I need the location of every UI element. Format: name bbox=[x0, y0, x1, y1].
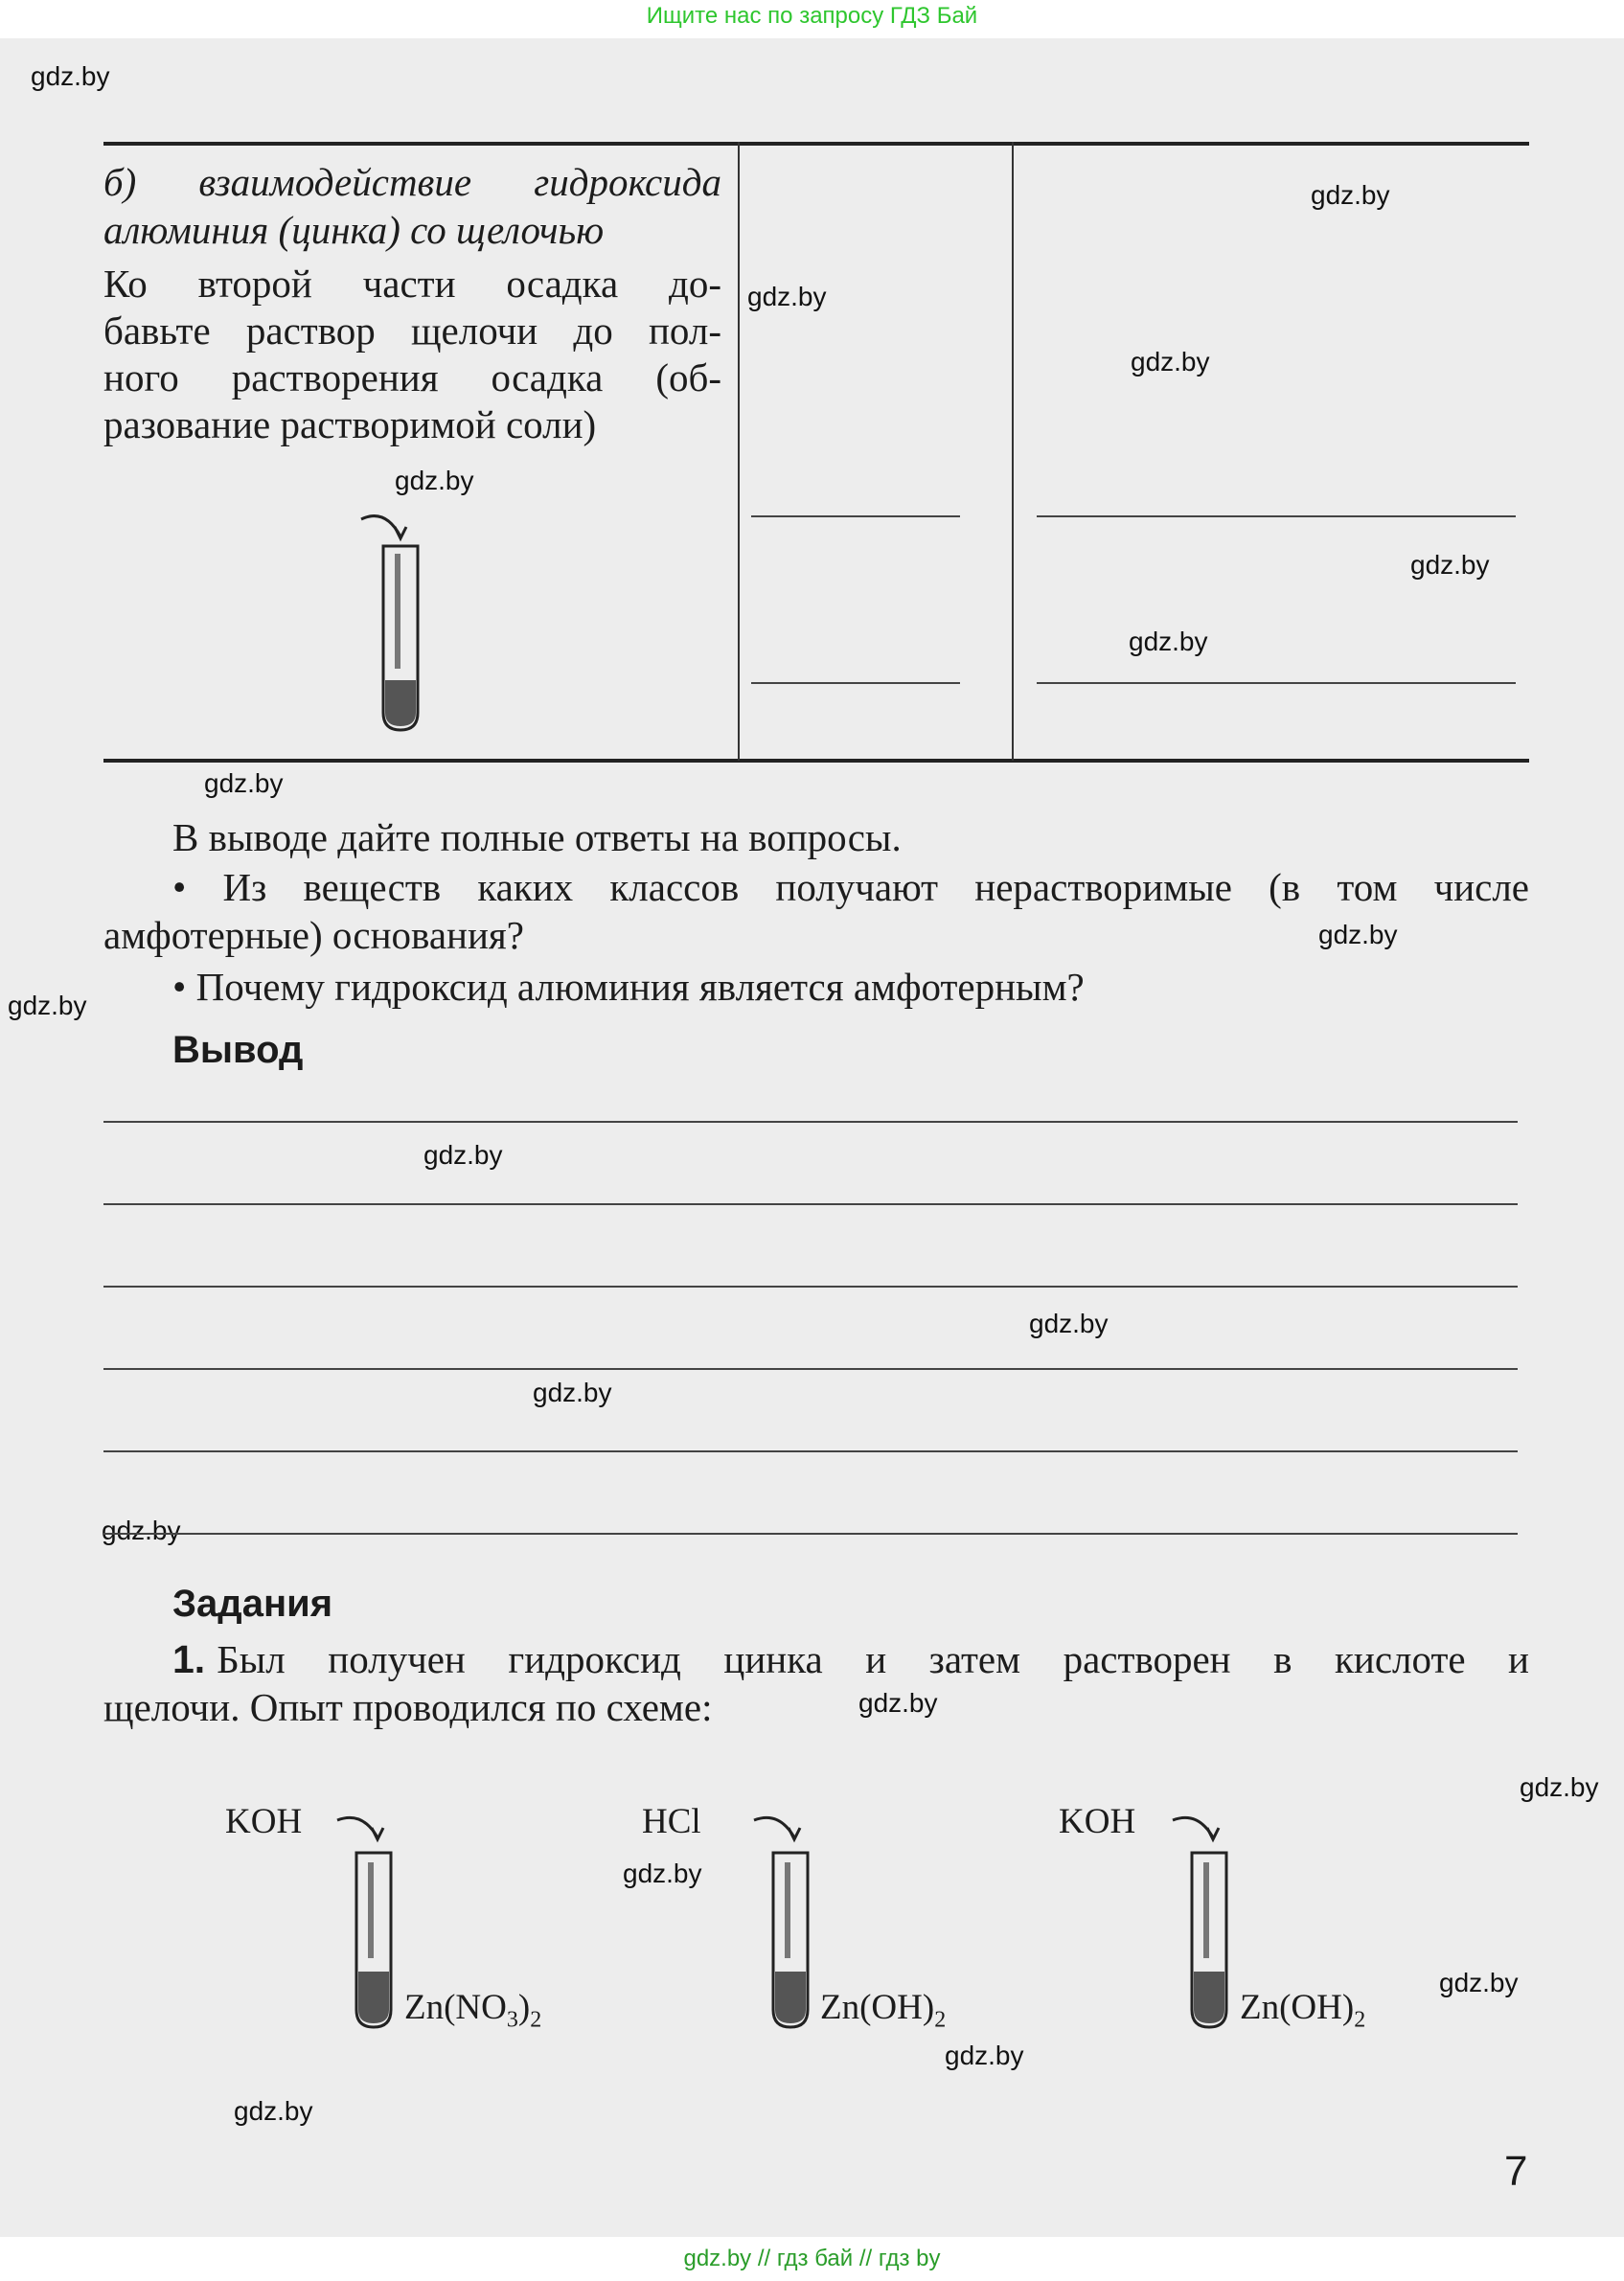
tube-contents: $Zn(OH)_2$ bbox=[820, 1988, 947, 2033]
test-tube-icon bbox=[1171, 1811, 1247, 2037]
conclusion-heading: Вывод bbox=[172, 1029, 304, 1071]
answer-line bbox=[1037, 515, 1516, 517]
page-number: 7 bbox=[1504, 2148, 1528, 2195]
answer-line bbox=[751, 682, 960, 684]
experiment-title-cont: алюминия (цинка) со щелочью bbox=[103, 208, 605, 252]
experiment-instruction: бавьте раствор щелочи до пол- bbox=[103, 308, 721, 353]
table-column-divider bbox=[738, 142, 740, 761]
watermark: gdz.by bbox=[1318, 920, 1398, 949]
question-1: • Из веществ каких классов получают нерастворимые (в том числе bbox=[172, 865, 1529, 909]
answer-line bbox=[751, 515, 960, 517]
experiment-title: б) взаимодействие гидроксида bbox=[103, 160, 721, 204]
watermark: gdz.by bbox=[8, 991, 87, 1020]
watermark: gdz.by bbox=[395, 466, 474, 495]
watermark: gdz.by bbox=[1520, 1772, 1599, 1802]
reagent-label: KOH bbox=[1059, 1802, 1136, 1841]
watermark: gdz.by bbox=[945, 2041, 1024, 2070]
watermark: gdz.by bbox=[1131, 347, 1210, 376]
watermark: gdz.by bbox=[102, 1516, 181, 1545]
test-tube-icon bbox=[356, 508, 433, 738]
footer-links: gdz.by // гдз бай // гдз by bbox=[683, 2246, 941, 2271]
watermark: gdz.by bbox=[858, 1688, 938, 1718]
tube-contents: $Zn(NO_3)_2$ bbox=[404, 1988, 542, 2033]
test-tube-icon bbox=[752, 1811, 829, 2037]
writing-line bbox=[103, 1450, 1518, 1452]
writing-line bbox=[103, 1286, 1518, 1288]
watermark: gdz.by bbox=[533, 1378, 612, 1407]
watermark: gdz.by bbox=[1439, 1968, 1519, 1997]
watermark: gdz.by bbox=[423, 1140, 503, 1170]
writing-line bbox=[103, 1121, 1518, 1123]
watermark: gdz.by bbox=[623, 1859, 702, 1888]
task-1-cont: щелочи. Опыт проводился по схеме: bbox=[103, 1685, 713, 1729]
reagent-label: KOH bbox=[225, 1802, 303, 1841]
watermark: gdz.by bbox=[1410, 550, 1490, 580]
watermark: gdz.by bbox=[204, 768, 284, 798]
header-search-note: Ищите нас по запросу ГДЗ Бай bbox=[646, 3, 978, 29]
tube-contents: $Zn(OH)_2$ bbox=[1240, 1988, 1366, 2033]
table-top-border bbox=[103, 142, 1529, 146]
writing-line bbox=[103, 1203, 1518, 1205]
conclusion-intro: В выводе дайте полные ответы на вопросы. bbox=[172, 815, 902, 859]
writing-line bbox=[103, 1368, 1518, 1370]
answer-line bbox=[1037, 682, 1516, 684]
writing-line bbox=[103, 1533, 1518, 1535]
experiment-instruction: разование растворимой соли) bbox=[103, 402, 597, 446]
watermark: gdz.by bbox=[234, 2096, 313, 2126]
table-column-divider bbox=[1012, 142, 1014, 761]
test-tube-icon bbox=[335, 1811, 412, 2037]
tasks-heading: Задания bbox=[172, 1583, 333, 1625]
table-bottom-border bbox=[103, 759, 1529, 763]
reagent-label: HCl bbox=[642, 1802, 701, 1841]
question-2: • Почему гидроксид алюминия является амфотерным? bbox=[172, 965, 1085, 1009]
experiment-instruction: Ко второй части осадка до- bbox=[103, 262, 721, 306]
task-number: 1. bbox=[172, 1637, 206, 1681]
question-1-cont: амфотерные) основания? bbox=[103, 913, 524, 957]
task-1 bbox=[172, 1636, 1529, 1683]
watermark: gdz.by bbox=[31, 61, 110, 91]
watermark: gdz.by bbox=[1029, 1309, 1109, 1338]
watermark: gdz.by bbox=[1311, 180, 1390, 210]
experiment-instruction: ного растворения осадка (об- bbox=[103, 355, 721, 399]
watermark: gdz.by bbox=[747, 282, 827, 311]
watermark: gdz.by bbox=[1129, 627, 1208, 656]
task-1-text: Был получен гидроксид цинка и затем растворен в кислоте и bbox=[217, 1637, 1529, 1681]
